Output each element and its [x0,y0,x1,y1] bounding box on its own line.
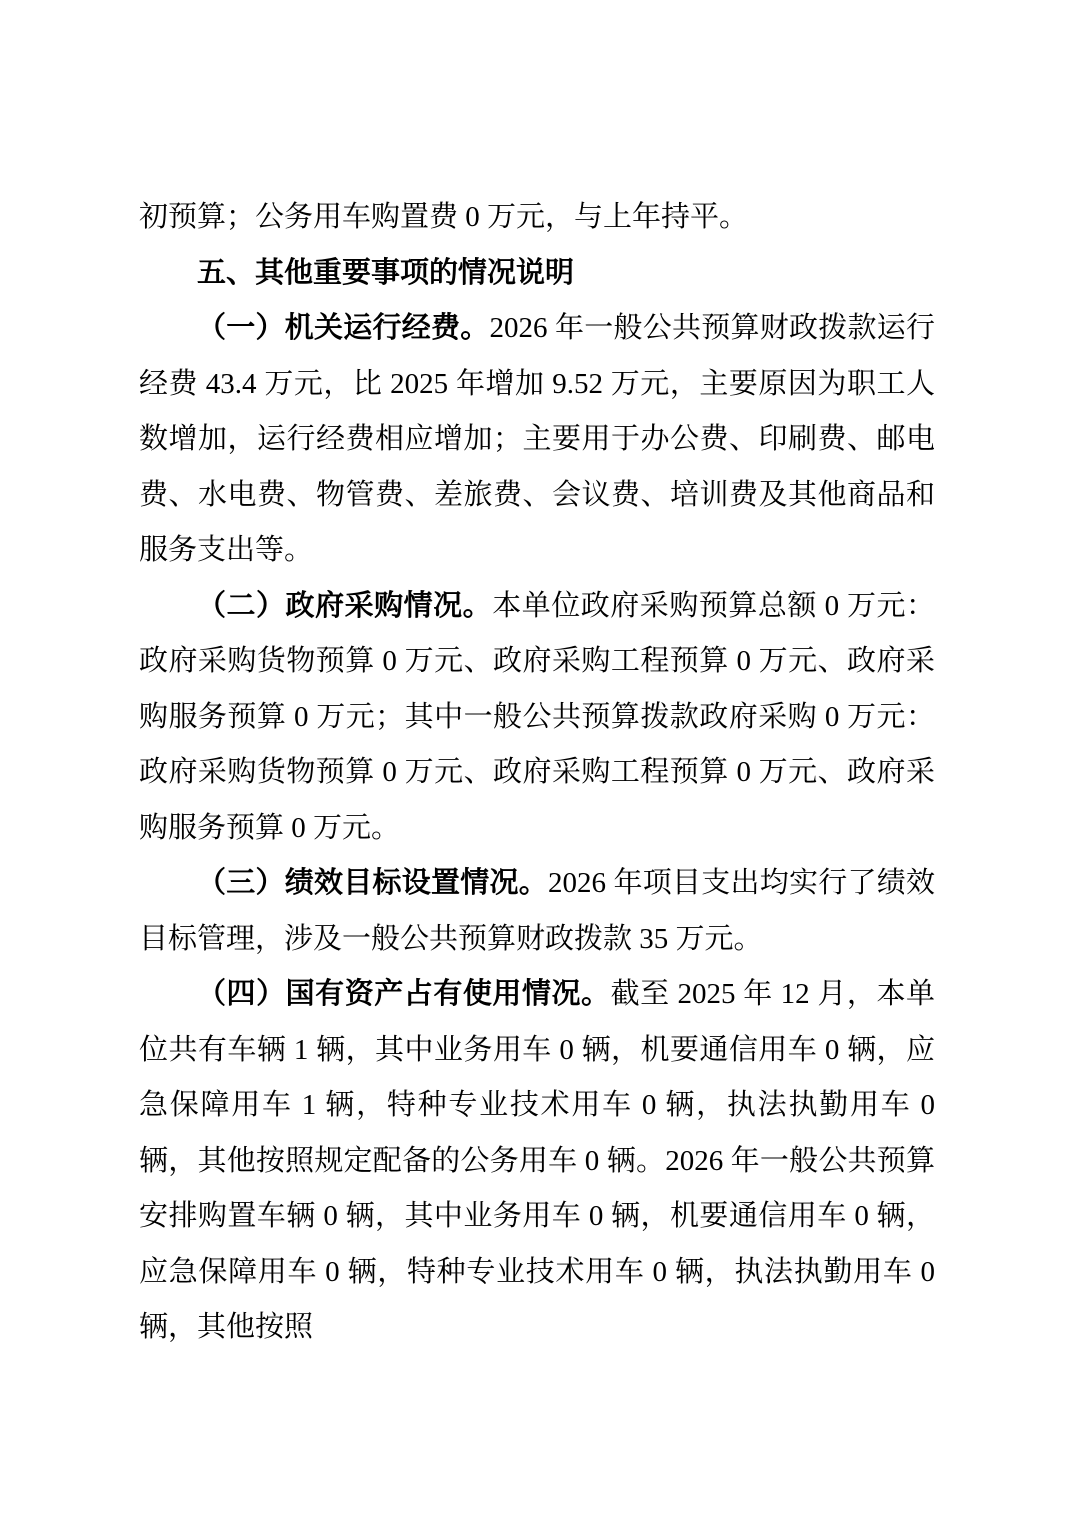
paragraph-lead-2: （二）政府采购情况。 [197,589,493,622]
paragraph-organ-operating-expenses [139,301,935,579]
paragraph-lead-3: （三）绩效目标设置情况。 [197,867,548,899]
paragraph-body-3: 2026 年项目支出均实行了绩效目标管理，涉及一般公共预算财政拨款 35 万元。 [139,867,935,955]
paragraph-lead-4: （四）国有资产占有使用情况。 [197,978,611,1010]
section-heading: 五、其他重要事项的情况说明 [197,256,575,289]
paragraph-body-2: 本单位政府采购预算总额 0 万元：政府采购货物预算 0 万元、政府采购工程预算 0 万元、政府采购服务预算 0 万元；其中一般公共预算拨款政府采购 0 万元：政府采购货物预算 0 万元、政府采购工程预算 0 万元、政府采购服务预算 0 万元。 [139,589,935,844]
document-content [139,190,935,1356]
paragraph-body-4: 截至 2025 年 12 月，本单位共有车辆 1 辆，其中业务用车 0 辆，机要通信用车 0 辆，应急保障用车 1 辆，特种专业技术用车 0 辆，执法执勤用车 0 辆，其他按照规定配备的公务用车 0 辆。2026 年一般公共预算安排购置车辆 0 辆，其中业务用车 0 辆，机要通信用车 0 辆，应急保障用车 0 辆，特种专业技术用车 0 辆，执法执勤用车 0 辆，其他按照 [139,978,935,1343]
paragraph-lead-1: （一）机关运行经费。 [197,312,490,344]
paragraph-performance-targets [139,856,935,967]
paragraph-government-procurement [139,579,935,857]
paragraph-continuation: 初预算；公务用车购置费 0 万元，与上年持平。 [139,201,749,233]
paragraph-body-1: 2026 年一般公共预算财政拨款运行经费 43.4 万元，比 2025 年增加 9.52 万元，主要原因为职工人数增加，运行经费相应增加；主要用于办公费、印刷费、邮电费、水电费、物管费、差旅费、会议费、培训费及其他商品和服务支出等。 [139,312,935,566]
paragraph-state-owned-assets [139,967,935,1356]
